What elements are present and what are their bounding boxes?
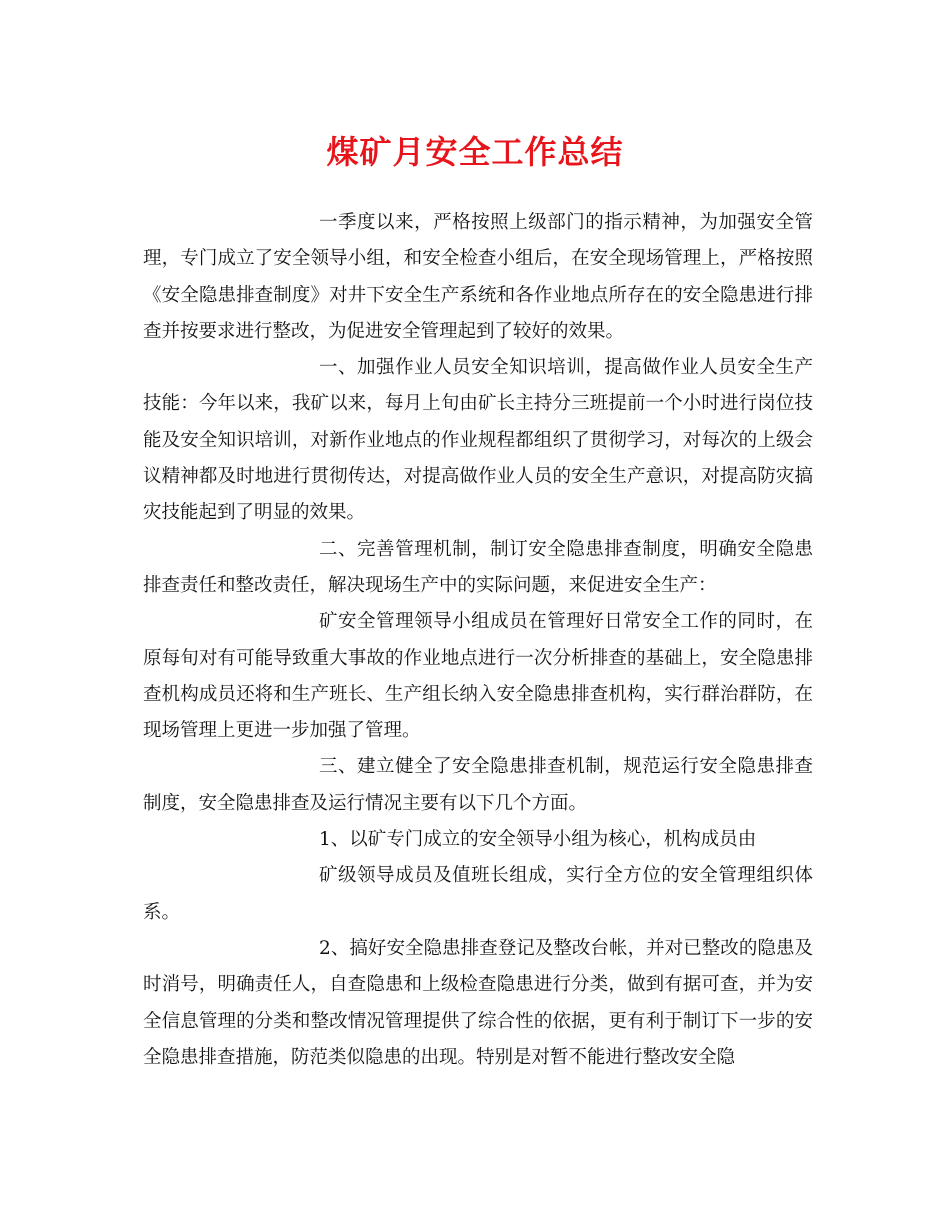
paragraph-section-2: 二、完善管理机制，制订安全隐患排查制度，明确安全隐患排查责任和整改责任，解决现场生产中的实际问题，来促进安全生产： <box>143 538 813 596</box>
document-title: 煤矿月安全工作总结 <box>326 133 624 171</box>
document-body <box>143 205 813 1076</box>
paragraph-item-1: 1、以矿专门成立的安全领导小组为核心，机构成员由 <box>319 829 757 851</box>
paragraph-section-1: 一、加强作业人员安全知识培训，提高做作业人员安全生产技能：今年以来，我矿以来，每月上旬由矿长主持分三班提前一个小时进行岗位技能及安全知识培训，对新作业地点的作业规程都组织了贯彻学习，对每次的上级会议精神都及时地进行贯彻传达，对提高做作业人员的安全生产意识，对提高防灾搞灾技能起到了明显的效果。 <box>143 357 813 524</box>
paragraph-section-3: 三、建立健全了安全隐患排查机制，规范运行安全隐患排查制度，安全隐患排查及运行情况主要有以下几个方面。 <box>143 756 813 814</box>
paragraph-item-2: 2、搞好安全隐患排查登记及整改台帐，并对已整改的隐患及时消号，明确责任人，自查隐患和上级检查隐患进行分类，做到有据可查，并为安全信息管理的分类和整改情况管理提供了综合性的依据，更有利于制订下一步的安全隐患排查措施，防范类似隐患的出现。特别是对暂不能进行整改安全隐 <box>143 937 813 1068</box>
paragraph-intro: 一季度以来，严格按照上级部门的指示精神，为加强安全管理，专门成立了安全领导小组，和安全检查小组后，在安全现场管理上，严格按照《安全隐患排查制度》对井下安全生产系统和各作业地点所存在的安全隐患进行排查并按要求进行整改，为促进安全管理起到了较好的效果。 <box>143 212 813 342</box>
paragraph-section-2-detail: 矿安全管理领导小组成员在管理好日常安全工作的同时，在原每旬对有可能导致重大事故的作业地点进行一次分析排查的基础上，安全隐患排查机构成员还将和生产班长、生产组长纳入安全隐患排查机构，实行群治群防，在现场管理上更进一步加强了管理。 <box>143 611 813 742</box>
paragraph-item-1-continued: 矿级领导成员及值班长组成，实行全方位的安全管理组织体系。 <box>143 865 813 923</box>
